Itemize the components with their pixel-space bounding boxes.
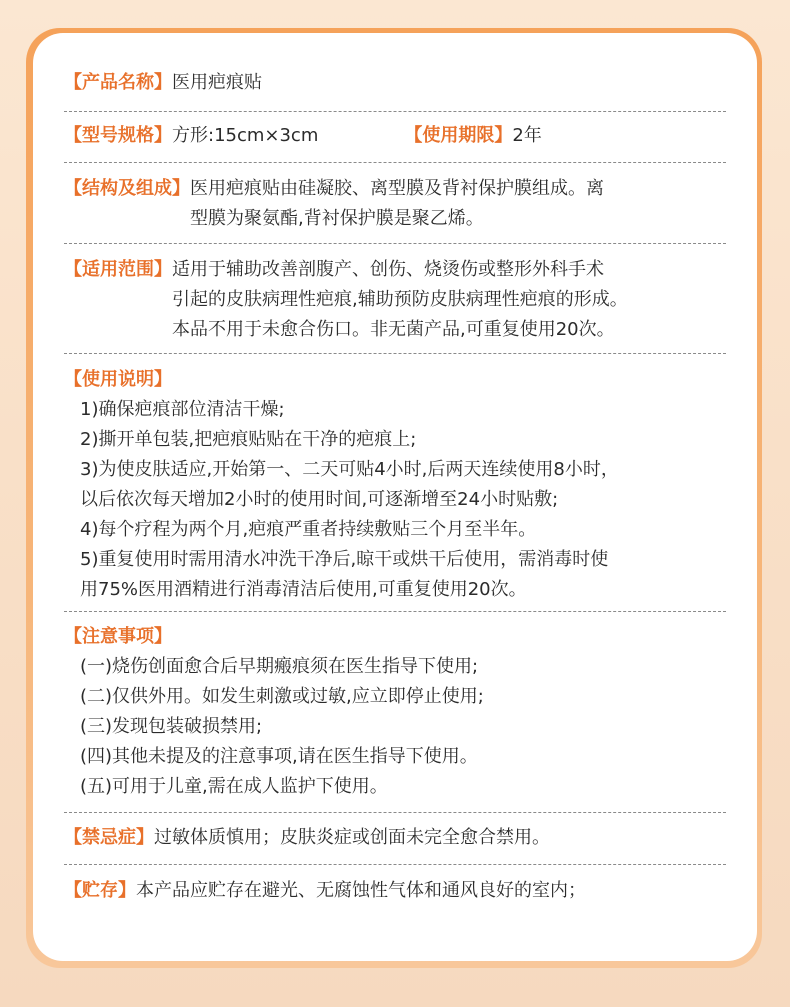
divider xyxy=(64,162,726,163)
contra-row xyxy=(64,823,726,853)
notes-item: (三)发现包装破损禁用; xyxy=(80,716,263,737)
usage-item: 3)为使皮肤适应,开始第一、二天可贴4小时,后两天连续使用8小时， xyxy=(80,459,619,480)
notes-item: (一)烧伤创面愈合后早期瘢痕须在医生指导下使用; xyxy=(80,656,479,677)
model-row xyxy=(64,121,726,151)
structure-label: 【结构及组成】 xyxy=(64,178,190,199)
scope-row xyxy=(64,255,726,345)
period-label: 【使用期限】 xyxy=(404,125,513,146)
divider xyxy=(64,243,726,244)
usage-item: 1)确保疤痕部位清洁干燥; xyxy=(80,399,285,420)
structure-line: 医用疤痕贴由硅凝胶、离型膜及背衬保护膜组成。离 xyxy=(190,178,604,199)
notes-item: (二)仅供外用。如发生刺激或过敏,应立即停止使用; xyxy=(80,686,484,707)
notes-item: (五)可用于儿童,需在成人监护下使用。 xyxy=(80,776,388,797)
usage-item: 以后依次每天增加2小时的使用时间,可逐渐增至24小时贴敷; xyxy=(80,489,559,510)
usage-item: 4)每个疗程为两个月,疤痕严重者持续敷贴三个月至半年。 xyxy=(80,519,537,540)
usage-item: 2)撕开单包装,把疤痕贴贴在干净的疤痕上; xyxy=(80,429,417,450)
storage-label: 【贮存】 xyxy=(64,880,136,901)
notes-item: (四)其他未提及的注意事项,请在医生指导下使用。 xyxy=(80,746,478,767)
scope-label: 【适用范围】 xyxy=(64,259,172,280)
scope-text xyxy=(172,255,726,345)
notes-section xyxy=(64,622,726,802)
structure-line: 型膜为聚氨酯,背衬保护膜是聚乙烯。 xyxy=(190,208,484,229)
divider xyxy=(64,353,726,354)
contra-label: 【禁忌症】 xyxy=(64,827,154,848)
period-value: 2年 xyxy=(512,125,542,146)
scope-line: 引起的皮肤病理性疤痕,辅助预防皮肤病理性疤痕的形成。 xyxy=(172,289,628,310)
product-name-value: 医用疤痕贴 xyxy=(172,72,262,93)
storage-row xyxy=(64,876,726,906)
structure-row xyxy=(64,174,726,234)
divider xyxy=(64,611,726,612)
storage-value: 本产品应贮存在避光、无腐蚀性气体和通风良好的室内； xyxy=(136,880,586,901)
model-value: 方形:15cm×3cm xyxy=(172,125,319,146)
notes-label: 【注意事项】 xyxy=(64,626,172,647)
usage-section xyxy=(64,365,726,605)
scope-line: 本品不用于未愈合伤口。非无菌产品,可重复使用20次。 xyxy=(172,319,615,340)
scope-line: 适用于辅助改善剖腹产、创伤、烧烫伤或整形外科手术 xyxy=(172,259,604,280)
product-name-label: 【产品名称】 xyxy=(64,72,172,93)
model-label: 【型号规格】 xyxy=(64,125,172,146)
usage-item: 5)重复使用时需用清水冲洗干净后,晾干或烘干后使用，需消毒时使 xyxy=(80,549,609,570)
divider xyxy=(64,111,726,112)
divider xyxy=(64,812,726,813)
structure-text xyxy=(190,174,726,234)
divider xyxy=(64,864,726,865)
product-name-row xyxy=(64,68,726,98)
usage-item: 用75%医用酒精进行消毒清洁后使用,可重复使用20次。 xyxy=(80,579,527,600)
contra-value: 过敏体质慎用；皮肤炎症或创面未完全愈合禁用。 xyxy=(154,827,550,848)
usage-label: 【使用说明】 xyxy=(64,369,172,390)
